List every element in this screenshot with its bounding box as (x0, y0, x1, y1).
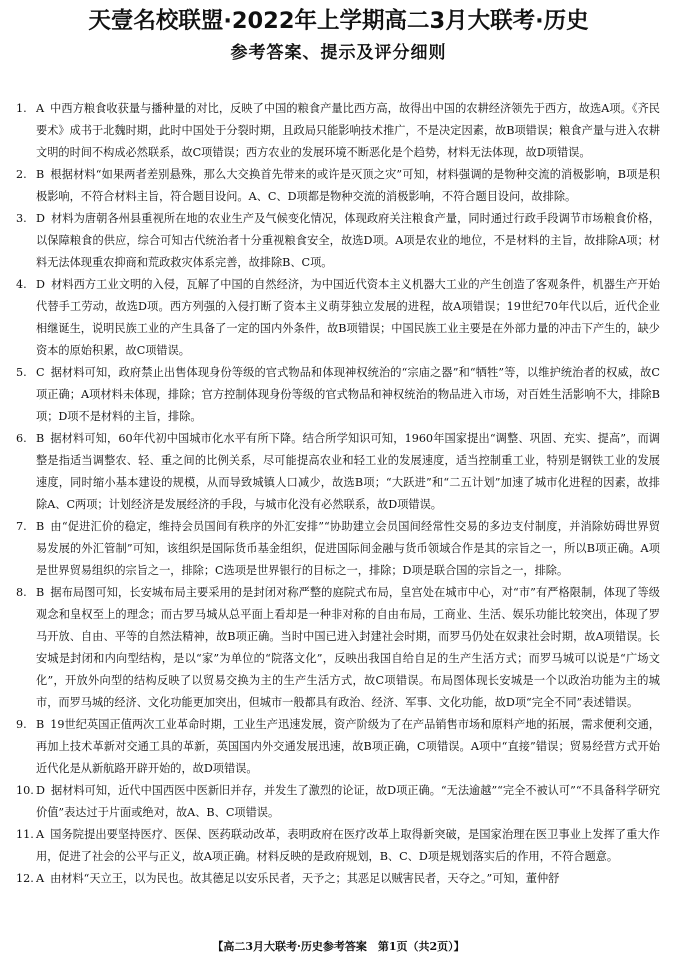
question-number: 3. (16, 212, 27, 225)
answer-letter: A (36, 828, 45, 841)
answer-letter: A (36, 872, 45, 885)
answer-explanation: 据布局图可知，长安城布局主要采用的是封闭对称严整的庭院式布局，皇宫处在城市中心，对“市”有严格限制，体现了等级观念和皇权至上的理念；而古罗马城从总平面上看却是一种非对称的自由布局，工商业、生活、娱乐功能比较突出，体现了罗马开放、自由、平等的自然法精神，故B项正确。当时中国已进入封建社会时期，而罗马仍处在奴隶社会时期，故A项错误。长安城是封闭和内向型结构，是以“家”为单位的“院落文化”，反映出我国自给自足的生产生活方式；而罗马城可以说是“广场文化”，开放外向型的结构反映了以贸易交换为主的生产生活方式，故C项错误。布局图体现长安城是一个以政治功能为主的城市，而罗马城的经济、文化功能更加突出，但城市一般都具有政治、经济、军事、文化功能，故D项“完全不同”表述错误。 (36, 586, 660, 709)
answer-letter: B (36, 168, 45, 181)
answer-explanation: 中西方粮食收获量与播种量的对比，反映了中国的粮食产量比西方高，故得出中国的农耕经济领先于西方，故选A项。《齐民要术》成书于北魏时期，此时中国处于分裂时期，且政局只能影响技术推广，不是决定因素，故B项错误；粮食产量与进入农耕文明的时间不构成必然联系，故C项错误；西方农业的发展环境不断恶化是个趋势，材料无法体现，故D项错误。 (36, 102, 660, 159)
answer-explanation: 国务院提出要坚持医疗、医保、医药联动改革，表明政府在医疗改革上取得新突破，是国家治理在医卫事业上发挥了重大作用，促进了社会的公平与正义，故A项正确。材料反映的是政府规划，B、C、D项是规划落实后的作用，不符合题意。 (36, 828, 660, 863)
question-number: 5. (16, 366, 27, 379)
answer-item (16, 98, 660, 164)
page-title: 天壹名校联盟·2022年上学期高二3月大联考·历史 (88, 8, 589, 34)
answer-item (16, 362, 660, 428)
answer-item (16, 582, 660, 714)
answer-letter: B (36, 432, 45, 445)
question-number: 10. (16, 784, 34, 797)
question-number: 12. (16, 872, 34, 885)
question-number: 8. (16, 586, 27, 599)
answer-explanation: 据材料可知，近代中国西医中医新旧并存，并发生了激烈的论证，故D项正确。“无法逾越”“完全不被认可”“不具备科学研究价值”表达过于片面或绝对，故A、B、C项错误。 (36, 784, 660, 819)
answer-letter: B (36, 718, 45, 731)
answer-item (16, 824, 660, 868)
answer-item (16, 714, 660, 780)
question-number: 1. (16, 102, 27, 115)
answer-explanation: 据材料可知，60年代初中国城市化水平有所下降。结合所学知识可知，1960年国家提出“调整、巩固、充实、提高”，而调整是指适当调整农、轻、重之间的比例关系，尽可能提高农业和轻工业的发展速度，适当控制重工业，特别是钢铁工业的发展速度，同时缩小基本建设的规模，从而导致城镇人口减少，故选B项；“大跃进”和“二五计划”加速了城市化进程的因素，故排除A、C两项；计划经济是发展经济的手段，与城市化没有必然联系，故D项错误。 (36, 432, 660, 511)
answer-item (16, 274, 660, 362)
question-number: 7. (16, 520, 27, 533)
answer-explanation: 由“促进汇价的稳定，维持会员国间有秩序的外汇安排”“协助建立会员国间经常性交易的多边支付制度，并消除妨碍世界贸易发展的外汇管制”可知，该组织是国际货币基金组织，促进国际间金融与货币领域合作是其的宗旨之一，所以B项正确。A项是世界贸易组织的宗旨之一，排除；C选项是世界银行的目标之一，排除；D项是联合国的宗旨之一，排除。 (36, 520, 660, 577)
answer-explanation: 19世纪英国正值两次工业革命时期，工业生产迅速发展，资产阶级为了在产品销售市场和原料产地的拓展，需求便利交通，再加上技术革新对交通工具的革新，英国国内外交通发展迅速，故B项正确，C项错误。A项中“直接”错误；贸易经营方式开始近代化是从新航路开辟开始的，故D项错误。 (36, 718, 660, 775)
answer-letter: D (36, 278, 45, 291)
answer-letter: B (36, 586, 45, 599)
answer-letter: A (36, 102, 45, 115)
answer-explanation: 由材料“天立王，以为民也。故其德足以安乐民者，天予之；其恶足以贼害民者，天夺之。”可知，董仲舒 (50, 872, 560, 885)
question-number: 4. (16, 278, 27, 291)
answer-explanation: 据材料可知，政府禁止出售体现身份等级的官式物品和体现神权统治的“宗庙之器”和“牺牲”等，以维护统治者的权威，故C项正确；A项材料未体现，排除；官方控制体现身份等级的官式物品和神权统治的物品进入市场，对百姓生活影响不大，排除B项；D项不是材料的主旨，排除。 (36, 366, 660, 423)
page-footer: 【高二3月大联考·历史参考答案 第1页（共2页）】 (212, 940, 465, 953)
answer-letter: D (36, 212, 45, 225)
question-number: 6. (16, 432, 27, 445)
question-number: 11. (16, 828, 34, 841)
answer-item (16, 780, 660, 824)
answer-item (16, 164, 660, 208)
page-subtitle: 参考答案、提示及评分细则 (230, 43, 447, 63)
answer-list (16, 98, 660, 890)
answer-explanation: 材料西方工业文明的入侵，瓦解了中国的自然经济，为中国近代资本主义机器大工业的产生创造了客观条件，机器生产开始代替手工劳动，故选D项。西方列强的入侵打断了资本主义萌芽独立发展的进程，故A项错误；19世纪70年代以后，近代企业相继诞生，说明民族工业的产生具备了一定的国内外条件，故B项错误；中国民族工业主要是在外部力量的冲击下产生的，缺少资本的原始积累，故C项错误。 (36, 278, 660, 357)
answer-item (16, 516, 660, 582)
question-number: 9. (16, 718, 27, 731)
answer-item (16, 428, 660, 516)
answer-letter: C (36, 366, 45, 379)
answer-item (16, 868, 660, 890)
answer-item (16, 208, 660, 274)
answer-explanation: 根据材料“如果两者差别悬殊，那么大交换首先带来的或许是灭顶之灾”可知，材料强调的是物种交流的消极影响，B项是积极影响，不符合材料主旨，符合题目设问。A、C、D项都是物种交流的消极影响，不符合题目设问，故排除。 (36, 168, 660, 203)
answer-letter: B (36, 520, 45, 533)
question-number: 2. (16, 168, 27, 181)
answer-explanation: 材料为唐朝各州县重视所在地的农业生产及气候变化情况，体现政府关注粮食产量，同时通过行政手段调节市场粮食价格，以保障粮食的供应，综合可知古代统治者十分重视粮食安全，故选D项。A项是农业的地位，不是材料的主旨，故排除A项；材料无法体现重农抑商和荒政救灾体系完善，故排除B、C项。 (36, 212, 660, 269)
answer-letter: D (36, 784, 45, 797)
